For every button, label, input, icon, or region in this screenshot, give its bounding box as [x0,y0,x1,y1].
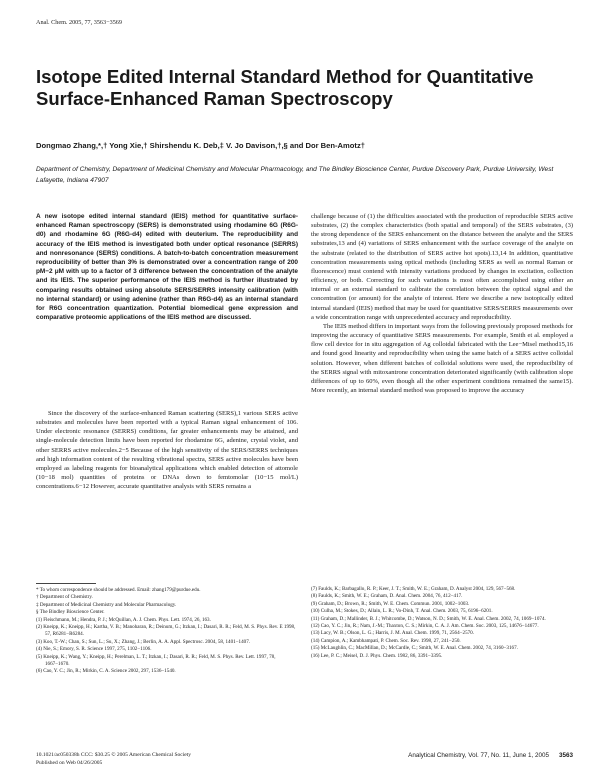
footer-right [408,752,573,759]
published-line: Published on Web 04/26/2005 [36,759,103,766]
body-paragraph: Since the discovery of the surface-enhanced Raman scattering (SERS),1 various SERS active substrates and molecules have been reported with a typical Raman signal enhancement of 106. Under electronic resonance (SERRS) conditions, far greater enhancements may be attained, and single-molecule detection limits have been reported for rhodamine 6G, adenine, crystal violet, and other SERRS active molecules.2−5 Because of the high sensitivity of the SERS/SERRS techniques and high information content of the resulting vibrational spectra, SERS active molecules have been employed as labeling reagents for bioanalytical applications which enabled detection of attomole (10−18 mol) quantities of proteins or DNAs down to femtomolar (10−15 mol/L) concentrations.6−12 However, accurate quantitative analysis with SERS remains a [36,410,298,491]
author-list: Dongmao Zhang,*,† Yong Xie,† Shirshendu K. Deb,‡ V. Jo Davison,†,§ and Dor Ben-Amotz† [36,141,365,150]
body-right-column [311,212,573,395]
article-title: Isotope Edited Internal Standard Method for Quantitative Surface-Enhanced Raman Spectroscopy [36,66,534,109]
affiliation: Department of Chemistry, Department of Medicinal Chemistry and Molecular Pharmacology, and The Bindley Bioscience Center, Purdue Discovery Park, Purdue University, West Lafayette, Indiana 47907 [36,166,554,184]
reference-item: (1) Fleischmann, M.; Hendra, P. J.; McQuillan, A. J. Chem. Phys. Lett. 1974, 26, 163. [36,616,211,623]
reference-item: (10) Culha, M.; Stokes, D.; Allain, L. R.; Vo-Dinh, T. Anal. Chem. 2003, 75, 6196−6201. [311,608,493,615]
reference-item: (15) McLaughlin, C.; MacMillan, D.; McCardle, C.; Smith, W. E. Anal. Chem. 2002, 74, 3160−3167. [311,645,518,652]
reference-item: (16) Lee, P. C.; Meisel, D. J. Phys. Chem. 1982, 86, 3391−3395. [311,652,443,659]
footer-left [36,752,191,767]
reference-item: (8) Faulds, K.; Smith, W. E.; Graham, D. Anal. Chem. 2004, 76, 412−417. [311,593,463,600]
references-right-block [311,586,573,660]
footnote: * To whom correspondence should be addressed. Email: zhang179@purdue.edu. [36,587,201,593]
abstract-text: A new isotope edited internal standard (IEIS) method for quantitative surface-enhanced Raman spectroscopy (SERS) is demonstrated using rhodamine 6G (R6G-d0) and rhodamine 6G (R6G-d4) edited with deuterium. The reproducibility and accuracy of the IEIS method is investigated both under optical resonance (SERRS) and nonresonance (SERS) conditions. A batch-to-batch concentration measurement reproducibility of better than 3% is demonstrated over a concentration range of 200 pM−2 μM with up to a factor of 3 difference between the concentration of the analyte and its IEIS. The superior performance of the IEIS method is further illustrated by comparing results obtained using absolute SERS/SERRS intensity calibration (with no internal standard) or using adenine (rather than R6G-d4) as an internal standard for R6G concentration quantization. Potential biomedical gene expression and comparative proteomic applications of the IEIS method are discussed. [36,213,298,322]
body-paragraph: The IEIS method differs in important ways from the following previously proposed methods for improving the accuracy of quantitative SERS measurements. For example, Smith et al. employed a flow cell device for in situ aggregation of Ag colloidal fabricated with the Lee−Misel method15,16 and found good linearity and reproducibility when using the same batch of a SERS active colloidal solution. However, when different batches of colloidal solutions were used, the reproducibility of the SERRS signal with mitoxantrone concentration deteriorated significantly (with calibration slope differences of up to 60%, even though all the other experiment conditions remained the same15). More recently, an internal standard method was proposed to improve the accuracy [311,322,573,394]
footnote: § The Bindley Bioscience Center. [36,609,105,616]
journal-reference: Anal. Chem. 2005, 77, 3563−3569 [36,19,122,26]
body-paragraph: challenge because of (1) the difficulties associated with the production of reproducible SERS active substrates, (2) the complex characteristics (both spatial and temporal) of the SERS substrates, (3) the strong dependence of the SERS enhancement on the distance between the analyte and the SERS substrates,13 and (4) variations of SERS enhancement with the surface coverage of the analyte on the substrate (related to the distribution of SERS active hot spots).13,14 In addition, quantitative concentration measurements using optical methods (including SERS as well as normal Raman or fluorescence) must contend with intensity variations produced by changes in excitation, collection efficiency, or both. Correcting for such variations is most often accomplished using either an internal or an external standard to calibrate the correlation between the optical signal and the concentration (or amount) for the analyte of interest. Here we describe a new isotopically edited internal standard (IEIS) method that may be used for quantitative SERS/SERRS measurements over a wide concentration range with unprecedented accuracy and reproducibility. [311,213,573,321]
footnote-divider [36,583,96,584]
reference-item: (2) Kneipp, K.; Kneipp, H.; Kartha, V. B.; Manoharan, R.; Deinum, G.; Itzkan, I.; Dasari, R. R.; Feld, M. S. Phys. Rev. E 1998, 57, R6281−R6284. [36,624,296,638]
reference-item: (3) Koo, T.-W.; Chan, S.; Sun, L.; Su, X.; Zhang, J.; Berlin, A. A. Appl. Spectrosc. 2004, 58, 1401−1407. [36,638,251,645]
reference-item: (14) Campion, A.; Kambhampati, P. Chem. Soc. Rev. 1998, 27, 241−250. [311,637,461,644]
footnote: † Department of Chemistry. [36,594,93,601]
reference-item: (5) Kneipp, K.; Wang, Y.; Kneipp, H.; Perelman, L. T.; Itzkan, I.; Dasari, R. R.; Feld, M. S. Phys. Rev. Lett. 1997, 78, 1667−1670. [36,653,276,668]
abstract-block [36,212,298,322]
reference-item: (11) Graham, D.; Mallinder, B. J.; Whitcombe, D.; Watson, N. D.; Smith, W. E. Anal. Chem. 2002, 74, 1069−1074. [311,615,546,622]
reference-item: (9) Graham, D.; Brown, R.; Smith, W. E. Chem. Commun. 2001, 1002−1003. [311,600,470,607]
reference-item: (7) Faulds, K.; Barbagallo, R. P.; Keer, J. T.; Smith, W. E.; Graham, D. Analyst 2004, 129, 567−568. [311,586,516,592]
reference-item: (12) Cao, Y. C.; Jin, R.; Nam, J.-M.; Thaxton, C. S.; Mirkin, C. A. J. Am. Chem. Soc. 2003, 125, 14676−14677. [311,623,539,630]
page-number: 3563 [558,752,573,759]
footnote: ‡ Department of Medicinal Chemistry and Molecular Pharmacology. [36,601,177,608]
body-left-column [36,409,298,491]
footnotes-block [36,587,298,676]
reference-item: (13) Lacy, W. B.; Olson, L. G.; Harris, J. M. Anal. Chem. 1999, 71, 2564−2570. [311,630,474,637]
journal-issue: Analytical Chemistry, Vol. 77, No. 11, June 1, 2005 [408,752,549,759]
reference-item: (4) Nie, S.; Emory, S. R. Science 1997, 275, 1102−1106. [36,646,152,653]
doi-line: 10.1021/ac050338h CCC: $30.25 © 2005 American Chemical Society [36,752,191,758]
reference-item: (6) Cao, Y. C.; Jin, R.; Mirkin, C. A. Science 2002, 297, 1536−1540. [36,668,176,675]
